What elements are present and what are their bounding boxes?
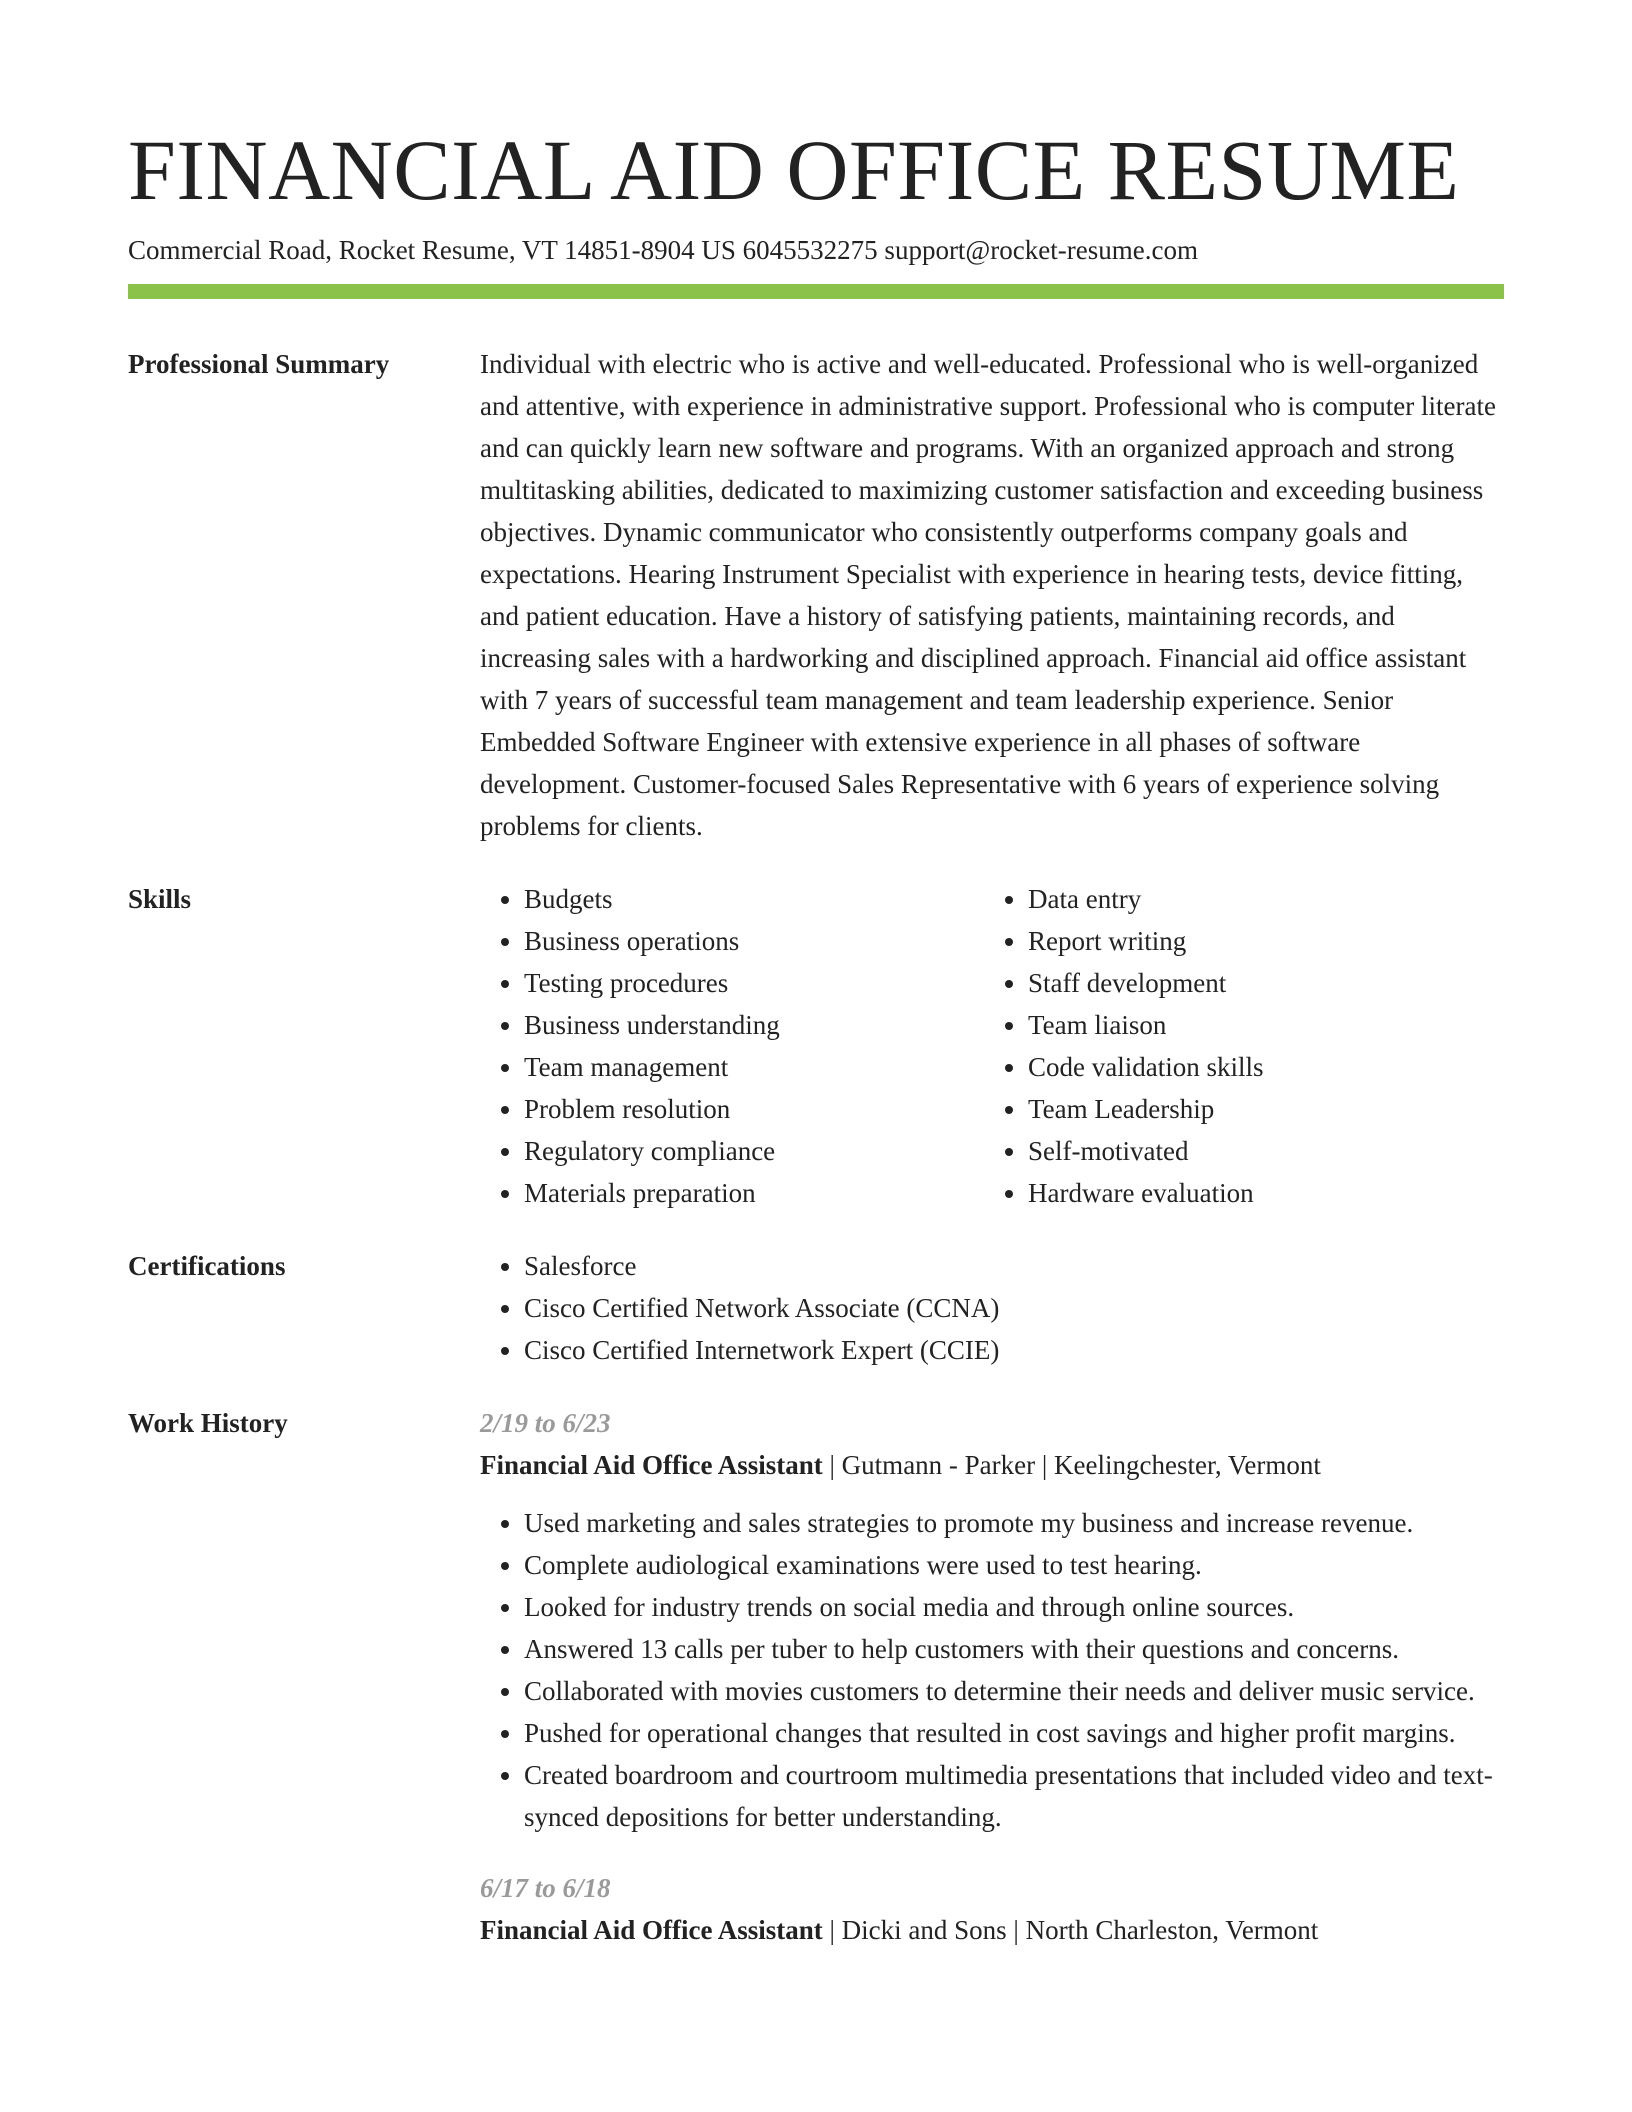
skill-item: • Materials preparation (524, 1172, 984, 1214)
skill-item: • Regulatory compliance (524, 1130, 984, 1172)
job-dates: 2/19 to 6/23 (480, 1408, 611, 1438)
skill-item: • Report writing (1028, 920, 1488, 962)
job-bullets (480, 1502, 1504, 1838)
resume-title: FINANCIAL AID OFFICE RESUME (128, 122, 1460, 218)
job-heading (480, 1909, 1504, 1951)
summary-body (480, 343, 1504, 847)
certifications-body (480, 1245, 1504, 1371)
job-bullet: • Pushed for operational changes that resulted in cost savings and higher profit margins. (524, 1712, 1504, 1754)
certification-item: • Salesforce (524, 1245, 1504, 1287)
job-title: Financial Aid Office Assistant (480, 1450, 823, 1480)
certifications-list (480, 1245, 1504, 1371)
job-details: | Dicki and Sons | North Charleston, Vermont (822, 1915, 1319, 1945)
job-details: | Gutmann - Parker | Keelingchester, Vermont (822, 1450, 1321, 1480)
job-bullet: • Looked for industry trends on social media and through online sources. (524, 1586, 1504, 1628)
skill-item: • Code validation skills (1028, 1046, 1488, 1088)
work-history-section (128, 1402, 1504, 1951)
skills-column-left (480, 878, 984, 1214)
certification-item: • Cisco Certified Network Associate (CCNA) (524, 1287, 1504, 1329)
skill-item: • Business operations (524, 920, 984, 962)
skill-item: • Data entry (1028, 878, 1488, 920)
skill-item: • Team liaison (1028, 1004, 1488, 1046)
certification-item: • Cisco Certified Internetwork Expert (CCIE) (524, 1329, 1504, 1371)
skill-item: • Testing procedures (524, 962, 984, 1004)
job-title: Financial Aid Office Assistant (480, 1915, 823, 1945)
contact-line: Commercial Road, Rocket Resume, VT 14851-8904 US 6045532275 support@rocket-resume.com (128, 235, 1198, 265)
work-history-label: Work History (128, 1408, 288, 1438)
skills-section (128, 878, 1504, 1214)
skills-label: Skills (128, 884, 192, 914)
header-divider (128, 284, 1504, 299)
skills-list-right (984, 878, 1488, 1214)
work-history-body (480, 1402, 1504, 1951)
skill-item: • Hardware evaluation (1028, 1172, 1488, 1214)
job-bullet: • Answered 13 calls per tuber to help customers with their questions and concerns. (524, 1628, 1504, 1670)
job-bullet: • Collaborated with movies customers to determine their needs and deliver music service. (524, 1670, 1504, 1712)
skills-column-right (984, 878, 1488, 1214)
job-entry (480, 1402, 1504, 1838)
skill-item: • Staff development (1028, 962, 1488, 1004)
certifications-label: Certifications (128, 1251, 286, 1281)
skills-grid (480, 878, 1504, 1214)
skill-item: • Team Leadership (1028, 1088, 1488, 1130)
summary-text: Individual with electric who is active and well-educated. Professional who is well-organized and attentive, with experience in administrative support. Professional who is computer literate and can quickly learn new software and programs. With an organized approach and strong multitasking abilities, dedicated to maximizing customer satisfaction and exceeding business objectives. Dynamic communicator who consistently outperforms company goals and expectations. Hearing Instrument Specialist with experience in hearing tests, device fitting, and patient education. Have a history of satisfying patients, maintaining records, and increasing sales with a hardworking and disciplined approach. Financial aid office assistant with 7 years of successful team management and team leadership experience. Senior Embedded Software Engineer with extensive experience in all phases of software development. Customer-focused Sales Representative with 6 years of experience solving problems for clients. (480, 349, 1496, 841)
certifications-section (128, 1245, 1504, 1371)
job-dates: 6/17 to 6/18 (480, 1873, 611, 1903)
summary-section (128, 343, 1504, 847)
skills-list-left (480, 878, 984, 1214)
summary-label: Professional Summary (128, 349, 390, 379)
skill-item: • Problem resolution (524, 1088, 984, 1130)
job-bullet: • Created boardroom and courtroom multimedia presentations that included video and text-synced depositions for better understanding. (524, 1754, 1504, 1838)
skill-item: • Budgets (524, 878, 984, 920)
job-bullet: • Complete audiological examinations were used to test hearing. (524, 1544, 1504, 1586)
resume-header (128, 0, 1504, 299)
skills-body (480, 878, 1504, 1214)
skill-item: • Team management (524, 1046, 984, 1088)
skill-item: • Self-motivated (1028, 1130, 1488, 1172)
job-entry (480, 1867, 1504, 1951)
skill-item: • Business understanding (524, 1004, 984, 1046)
job-heading (480, 1444, 1504, 1486)
job-bullet: • Used marketing and sales strategies to promote my business and increase revenue. (524, 1502, 1504, 1544)
